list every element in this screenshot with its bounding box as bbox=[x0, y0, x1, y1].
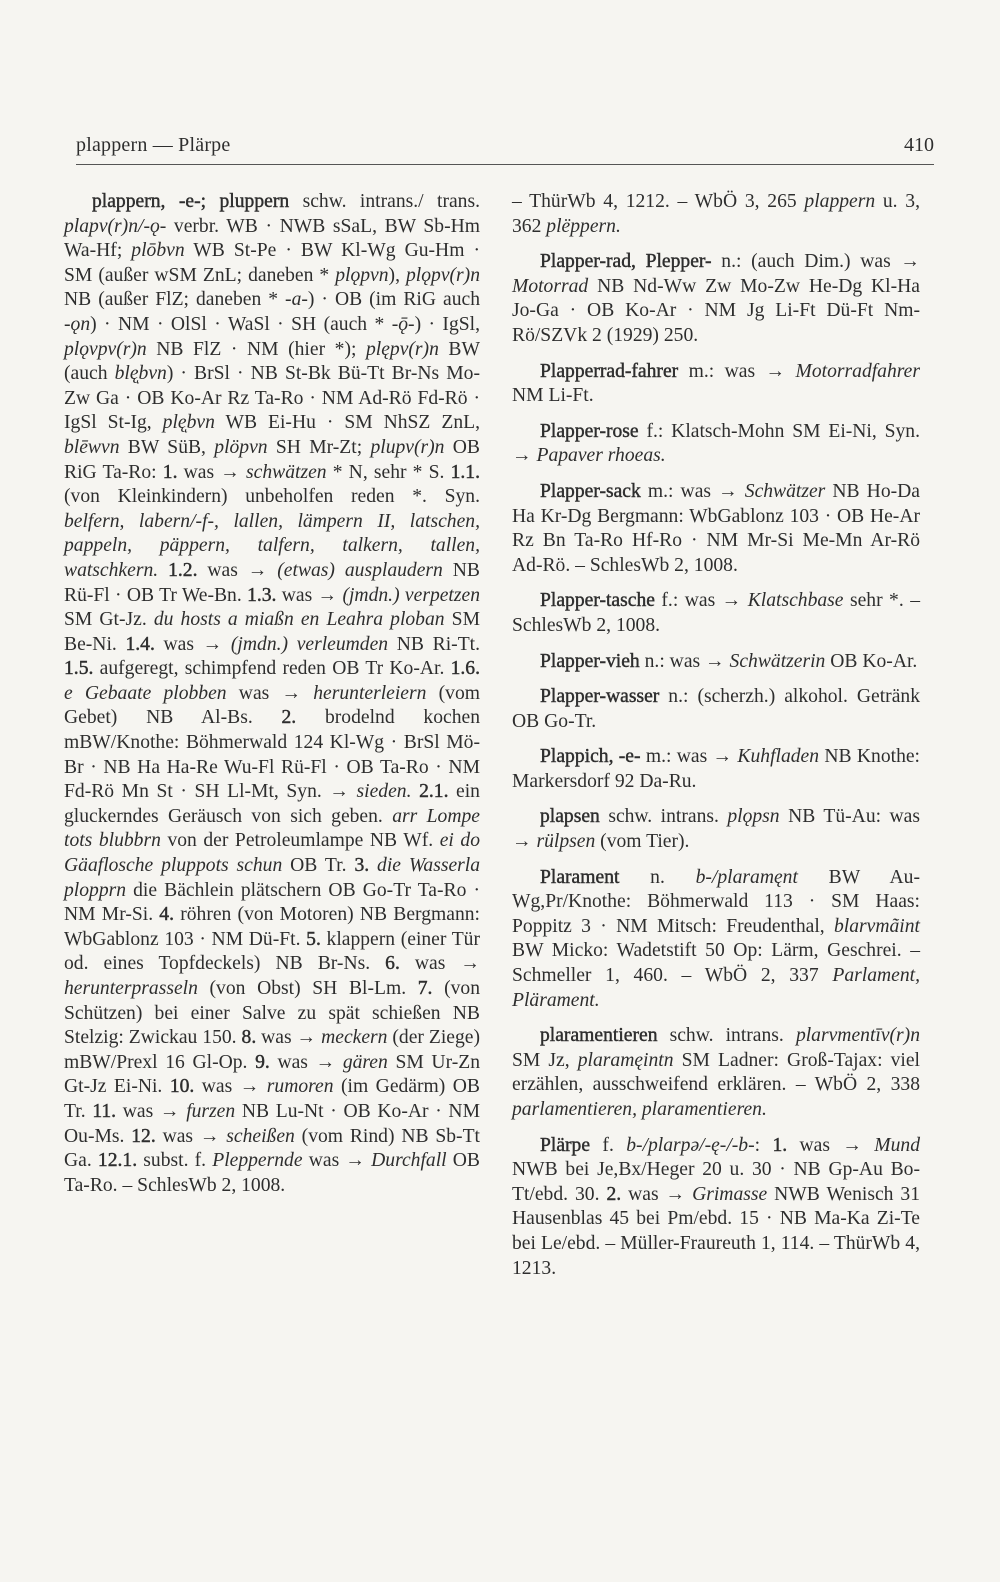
text: WB Ei-Hu · SM NhSZ ZnL, bbox=[214, 412, 480, 434]
text: (von Kleinkindern) unbeholfen reden *. Syn. bbox=[64, 486, 480, 508]
text: OB Ko-Ar. bbox=[825, 650, 918, 672]
headword: Plapper-rad, Plepper- bbox=[540, 251, 712, 273]
italic-text: b-/plarpə/-ę-/-b- bbox=[626, 1134, 755, 1156]
italic-text: plarvmentīv(r)n bbox=[795, 1025, 920, 1047]
text: NB Rü-Fl · OB Tr We-Bn. bbox=[64, 559, 480, 606]
header-title: plappern — Plärpe bbox=[76, 134, 231, 156]
text: (von Obst) SH Bl-Lm. bbox=[197, 978, 418, 999]
text: BW Au-Wg,Pr/Knothe: Böhmerwald 113 · SM Haas: Poppitz 3 · NM Mitsch: Freudenthal, bbox=[512, 866, 920, 937]
headword: 3. bbox=[354, 855, 370, 877]
headword: plappern, -e-; pluppern bbox=[92, 191, 290, 212]
headword: Plapper-vieh bbox=[540, 650, 640, 672]
text: m.: was → bbox=[640, 480, 745, 502]
italic-text: blarvmãint bbox=[834, 915, 920, 937]
italic-text: Schwätzer bbox=[744, 480, 826, 502]
text: brodelnd kochen mBW/Knothe: Böhmerwald 124 Kl-Wg · BrSl Mö-Br · NB Ha Ha-Re Wu-Fl Rü-Fl · OB Ta-Ro · NM Fd-Rö Mn St · SH Ll-Mt, Syn. → bbox=[64, 707, 480, 803]
text: was → bbox=[116, 1100, 187, 1122]
page-number: 410 bbox=[904, 134, 934, 156]
headword: Plärpe bbox=[540, 1134, 591, 1156]
running-header bbox=[76, 134, 934, 165]
text: was → bbox=[194, 1076, 267, 1098]
dictionary-entry bbox=[512, 250, 920, 348]
text: was → bbox=[276, 584, 343, 606]
text: (vom Rind) NB Sb-Tt Ga. bbox=[64, 1125, 480, 1172]
text: was → bbox=[155, 1125, 227, 1147]
italic-text: Motorrad bbox=[512, 275, 589, 297]
italic-text: (jmdn.) verleumden bbox=[230, 633, 389, 655]
dictionary-entry bbox=[512, 650, 920, 675]
headword: plapsen bbox=[540, 806, 600, 828]
headword: Plapper-tasche bbox=[540, 590, 655, 612]
text: BW SüB, bbox=[119, 436, 215, 458]
italic-text: herunterleiern bbox=[313, 682, 427, 704]
text: was → bbox=[302, 1150, 372, 1172]
italic-text: plappern bbox=[804, 191, 876, 212]
italic-text: schwätzen bbox=[246, 461, 327, 483]
italic-text: (etwas) ausplaudern bbox=[277, 559, 443, 581]
headword: Plapperrad-fahrer bbox=[540, 360, 679, 382]
text: n.: (scherzh.) alkohol. Getränk OB Go-Tr. bbox=[512, 686, 920, 732]
text: SM Ur-Zn Gt-Jz Ei-Ni. bbox=[64, 1051, 480, 1098]
text: was → bbox=[269, 1051, 343, 1073]
italic-text: die Wasserla plopprn bbox=[64, 855, 481, 901]
text: sehr *. – SchlesWb 2, 1008. bbox=[512, 590, 920, 636]
text: NWB Wenisch 31 Hausenblas 45 bei Pm/ebd. 15 · NB Ma-Ka Zi-Te bei Le/ebd. – Müller-Fraureuth 1, 114. – ThürWb 4, 1213. bbox=[512, 1183, 920, 1279]
dictionary-entry bbox=[512, 420, 920, 469]
headword: Plapper-rose bbox=[540, 420, 639, 442]
dictionary-entry bbox=[512, 685, 920, 734]
headword: Plappich, -e- bbox=[540, 746, 641, 768]
italic-text: Pleppernde bbox=[212, 1150, 303, 1172]
italic-text: plępv(r)n bbox=[365, 338, 439, 360]
text: OB Tr. bbox=[282, 855, 355, 877]
text: ) · OB (im RiG auch bbox=[307, 289, 480, 311]
italic-text: Kuhfladen bbox=[737, 746, 820, 768]
italic-text: herunterprasseln bbox=[64, 978, 198, 999]
italic-text: plōbvn bbox=[131, 240, 185, 262]
text: SH Mr-Zt; bbox=[267, 436, 371, 458]
headword: 1.1. bbox=[450, 461, 480, 483]
text bbox=[412, 781, 420, 802]
text: was → bbox=[256, 1027, 322, 1049]
italic-text: plöpvn bbox=[214, 436, 268, 458]
text: f.: Klatsch-Mohn SM Ei-Ni, Syn. → bbox=[512, 420, 920, 467]
dictionary-entry bbox=[512, 480, 920, 578]
headword: 9. bbox=[255, 1051, 270, 1073]
dictionary-entry bbox=[512, 745, 920, 794]
headword: Plarament bbox=[540, 866, 620, 888]
italic-text: rülpsen bbox=[536, 831, 596, 853]
text: aufgeregt, schimpfend reden OB Tr Ko-Ar. bbox=[93, 658, 451, 680]
dictionary-entry bbox=[512, 1134, 920, 1282]
headword: 12. bbox=[131, 1125, 156, 1147]
italic-text: du hosts a miaßn en Leahra ploban bbox=[153, 609, 445, 631]
italic-text: b-/plaramęnt bbox=[695, 866, 798, 888]
headword: 6. bbox=[385, 953, 400, 975]
text: SM Be-Ni. bbox=[64, 609, 480, 655]
text: n. bbox=[619, 866, 696, 888]
dictionary-entry bbox=[512, 360, 920, 409]
headword: 2.1. bbox=[419, 781, 449, 803]
text: ein gluckerndes Geräusch von sich geben. bbox=[64, 781, 480, 827]
text: was → bbox=[621, 1183, 693, 1205]
italic-text: gären bbox=[342, 1051, 388, 1073]
text: NM Li-Ft. bbox=[512, 385, 594, 407]
dictionary-entry bbox=[512, 1024, 920, 1122]
right-column bbox=[512, 190, 920, 1281]
headword: 2. bbox=[606, 1183, 622, 1205]
text: BW (auch bbox=[64, 338, 480, 385]
italic-text: Mund bbox=[874, 1134, 921, 1156]
dictionary-entry bbox=[64, 190, 480, 1198]
text: m.: was → bbox=[678, 360, 796, 382]
text: was → bbox=[154, 633, 231, 655]
italic-text: (jmdn.) verpetzen bbox=[342, 584, 480, 606]
text: u. 3, 362 bbox=[512, 191, 921, 237]
text: röhren (von Motoren) NB Bergmann: WbGablonz 103 · NM Dü-Ft. bbox=[64, 904, 480, 950]
italic-text: plapv(r)n/-ǫ- bbox=[64, 215, 167, 237]
text: : bbox=[754, 1134, 773, 1156]
headword: Plapper-sack bbox=[540, 480, 641, 502]
italic-text: Papaver rhoeas. bbox=[536, 445, 666, 467]
italic-text: ei do Gäaflosche pluppots schun bbox=[64, 830, 481, 877]
entry-continuation bbox=[512, 190, 920, 239]
text: schw. intrans./ trans. bbox=[289, 191, 480, 212]
italic-text: blēwvn bbox=[64, 436, 120, 458]
text bbox=[158, 560, 168, 581]
headword: 1.3. bbox=[247, 584, 277, 606]
text: SM Ladner: Groß-Tajax: viel erzählen, ausschweifend erklären. – WbÖ 2, 338 bbox=[512, 1049, 920, 1096]
text: die Bächlein plätschern OB Go-Tr Ta-Ro · NM Mr-Si. bbox=[64, 879, 480, 926]
text: (vom Tier). bbox=[595, 831, 690, 853]
text: NB Ri-Tt. bbox=[388, 633, 481, 655]
text: ), bbox=[388, 264, 406, 286]
text: – ThürWb 4, 1212. – WbÖ 3, 265 bbox=[512, 191, 805, 212]
text: klappern (einer Tür od. eines Topfdeckels) NB Br-Ns. bbox=[64, 928, 480, 975]
italic-text: plupv(r)n bbox=[370, 436, 445, 458]
italic-text: plǫpvn bbox=[335, 264, 389, 286]
italic-text: Grimasse bbox=[692, 1183, 768, 1205]
text: NB Nd-Ww Zw Mo-Zw He-Dg Kl-Ha Jo-Ga · OB Ko-Ar · NM Jg Li-Ft Dü-Ft Nm-Rö/SZVk 2 (1929) 250. bbox=[512, 275, 920, 346]
headword: Plapper-wasser bbox=[540, 686, 660, 708]
headword: 11. bbox=[92, 1100, 117, 1122]
italic-text: belfern, labern/-f-, lallen, lämpern II, latschen, pappeln, päppern, talfern, talkern, tallen, watschkern. bbox=[64, 510, 480, 581]
text: (vom Gebet) NB Al-Bs. bbox=[64, 682, 480, 729]
italic-text: Schwätzerin bbox=[729, 650, 826, 672]
text: NWB bei Je,Bx/Heger 20 u. 30 · NB Gp-Au Bo-Tt/ebd. 30. bbox=[512, 1159, 920, 1205]
text: (im Gedärm) OB Tr. bbox=[64, 1076, 481, 1122]
text: was → bbox=[197, 559, 278, 581]
italic-text: -ǫn bbox=[64, 313, 91, 335]
text: * N, sehr * S. bbox=[326, 461, 451, 483]
text: was → bbox=[787, 1134, 875, 1156]
italic-text: parlamentieren, plaramentieren. bbox=[512, 1099, 767, 1120]
italic-text: rumoren bbox=[266, 1076, 334, 1098]
text: NB Lu-Nt · OB Ko-Ar · NM Ou-Ms. bbox=[64, 1100, 480, 1147]
italic-text: furzen bbox=[186, 1100, 236, 1122]
italic-text: plǫpsn bbox=[727, 806, 780, 828]
italic-text: arr Lompe tots blubbrn bbox=[64, 805, 480, 852]
left-column bbox=[64, 190, 480, 1198]
dictionary-entry bbox=[512, 866, 920, 1014]
text: n.: (auch Dim.) was → bbox=[711, 251, 920, 273]
text: SM Gt-Jz. bbox=[64, 609, 154, 631]
text: ) · IgSl, bbox=[414, 313, 480, 335]
italic-text: plëppern. bbox=[546, 215, 621, 237]
text: was → bbox=[399, 953, 480, 975]
text: verbr. WB · NWB sSaL, BW Sb-Hm Wa-Hf; bbox=[64, 215, 480, 262]
italic-text: Klatschbase bbox=[747, 590, 844, 612]
text: was → bbox=[226, 682, 314, 704]
dictionary-entry bbox=[512, 589, 920, 638]
text: f. bbox=[590, 1134, 627, 1156]
italic-text: plǫpv(r)n bbox=[406, 264, 481, 286]
text: NB Tü-Au: was → bbox=[512, 806, 920, 853]
text: ) · NM · OlSl · WaSl · SH (auch * bbox=[90, 313, 392, 335]
text: NB (außer FlZ; daneben * bbox=[64, 289, 286, 311]
text: ) · BrSl · NB St-Bk Bü-Tt Br-Ns Mo-Zw Ga · OB Ko-Ar Rz Ta-Ro · NM Ad-Rö Fd-Rö · IgSl St-Ig, bbox=[64, 363, 480, 434]
text: NB Ho-Da Ha Kr-Dg Bergmann: WbGablonz 103 · OB He-Ar Rz Bn Ta-Ro Hf-Ro · NM Mr-Si Me-Mn Ar-Rö Ad-Rö. – SchlesWb 2, 1008. bbox=[512, 480, 920, 576]
text: m.: was → bbox=[640, 746, 738, 768]
text bbox=[369, 855, 377, 876]
italic-text: plaramęintn bbox=[577, 1049, 674, 1071]
italic-text: Motorradfahrer bbox=[795, 360, 920, 382]
text: subst. f. bbox=[137, 1150, 213, 1172]
headword: 8. bbox=[241, 1027, 257, 1049]
italic-text: -a- bbox=[285, 289, 308, 311]
italic-text: e Gebaate plobben bbox=[64, 682, 227, 704]
italic-text: meckern bbox=[321, 1027, 388, 1049]
headword: 1.6. bbox=[450, 658, 480, 680]
text: n.: was → bbox=[639, 650, 730, 672]
text: SM Jz, bbox=[512, 1049, 578, 1071]
text: schw. intrans. bbox=[657, 1025, 796, 1047]
italic-text: -ǭ- bbox=[391, 313, 415, 335]
text: BW Micko: Wadetstift 50 Op: Lärm, Geschrei. – Schmeller 1, 460. – WbÖ 2, 337 bbox=[512, 940, 920, 987]
headword: plaramentieren bbox=[540, 1025, 658, 1047]
headword: 1.5. bbox=[64, 658, 94, 680]
italic-text: blęͅbvn bbox=[114, 363, 167, 385]
text: (der Ziege) mBW/Prexl 16 Gl-Op. bbox=[64, 1027, 480, 1073]
text: was → bbox=[177, 461, 247, 483]
text: NB FlZ · NM (hier *); bbox=[146, 338, 366, 360]
text: (von Schützen) bei einer Salve zu spät schießen NB Stelzig: Zwickau 150. bbox=[64, 978, 480, 1049]
text: f.: was → bbox=[654, 590, 748, 612]
text: WB St-Pe · BW Kl-Wg Gu-Hm · SM (außer wSM ZnL; daneben * bbox=[64, 240, 480, 286]
text: OB Ta-Ro. – SchlesWb 2, 1008. bbox=[64, 1150, 480, 1196]
headword: 5. bbox=[306, 928, 321, 950]
headword: 1.4. bbox=[125, 633, 155, 655]
headword: 1. bbox=[162, 461, 178, 483]
italic-text: Parlament, Plärament. bbox=[512, 965, 920, 1011]
headword: 7. bbox=[417, 978, 433, 999]
text: schw. intrans. bbox=[599, 806, 728, 828]
headword: 4. bbox=[159, 904, 174, 926]
dictionary-entry bbox=[512, 805, 920, 854]
text: OB RiG Ta-Ro: bbox=[64, 436, 480, 483]
italic-text: plǫvpv(r)n bbox=[64, 338, 147, 360]
headword: 12.1. bbox=[97, 1150, 138, 1172]
text: NB Knothe: Markersdorf 92 Da-Ru. bbox=[512, 746, 920, 792]
headword: 1.2. bbox=[168, 559, 198, 581]
italic-text: scheißen bbox=[226, 1125, 295, 1147]
italic-text: sieden. bbox=[356, 781, 412, 803]
headword: 10. bbox=[169, 1076, 195, 1098]
text: von der Petroleumlampe NB Wf. bbox=[160, 830, 440, 852]
headword: 2. bbox=[281, 707, 297, 729]
headword: 1. bbox=[772, 1134, 788, 1156]
italic-text: Durchfall bbox=[371, 1150, 447, 1172]
italic-text: plęͅbvn bbox=[162, 412, 215, 434]
